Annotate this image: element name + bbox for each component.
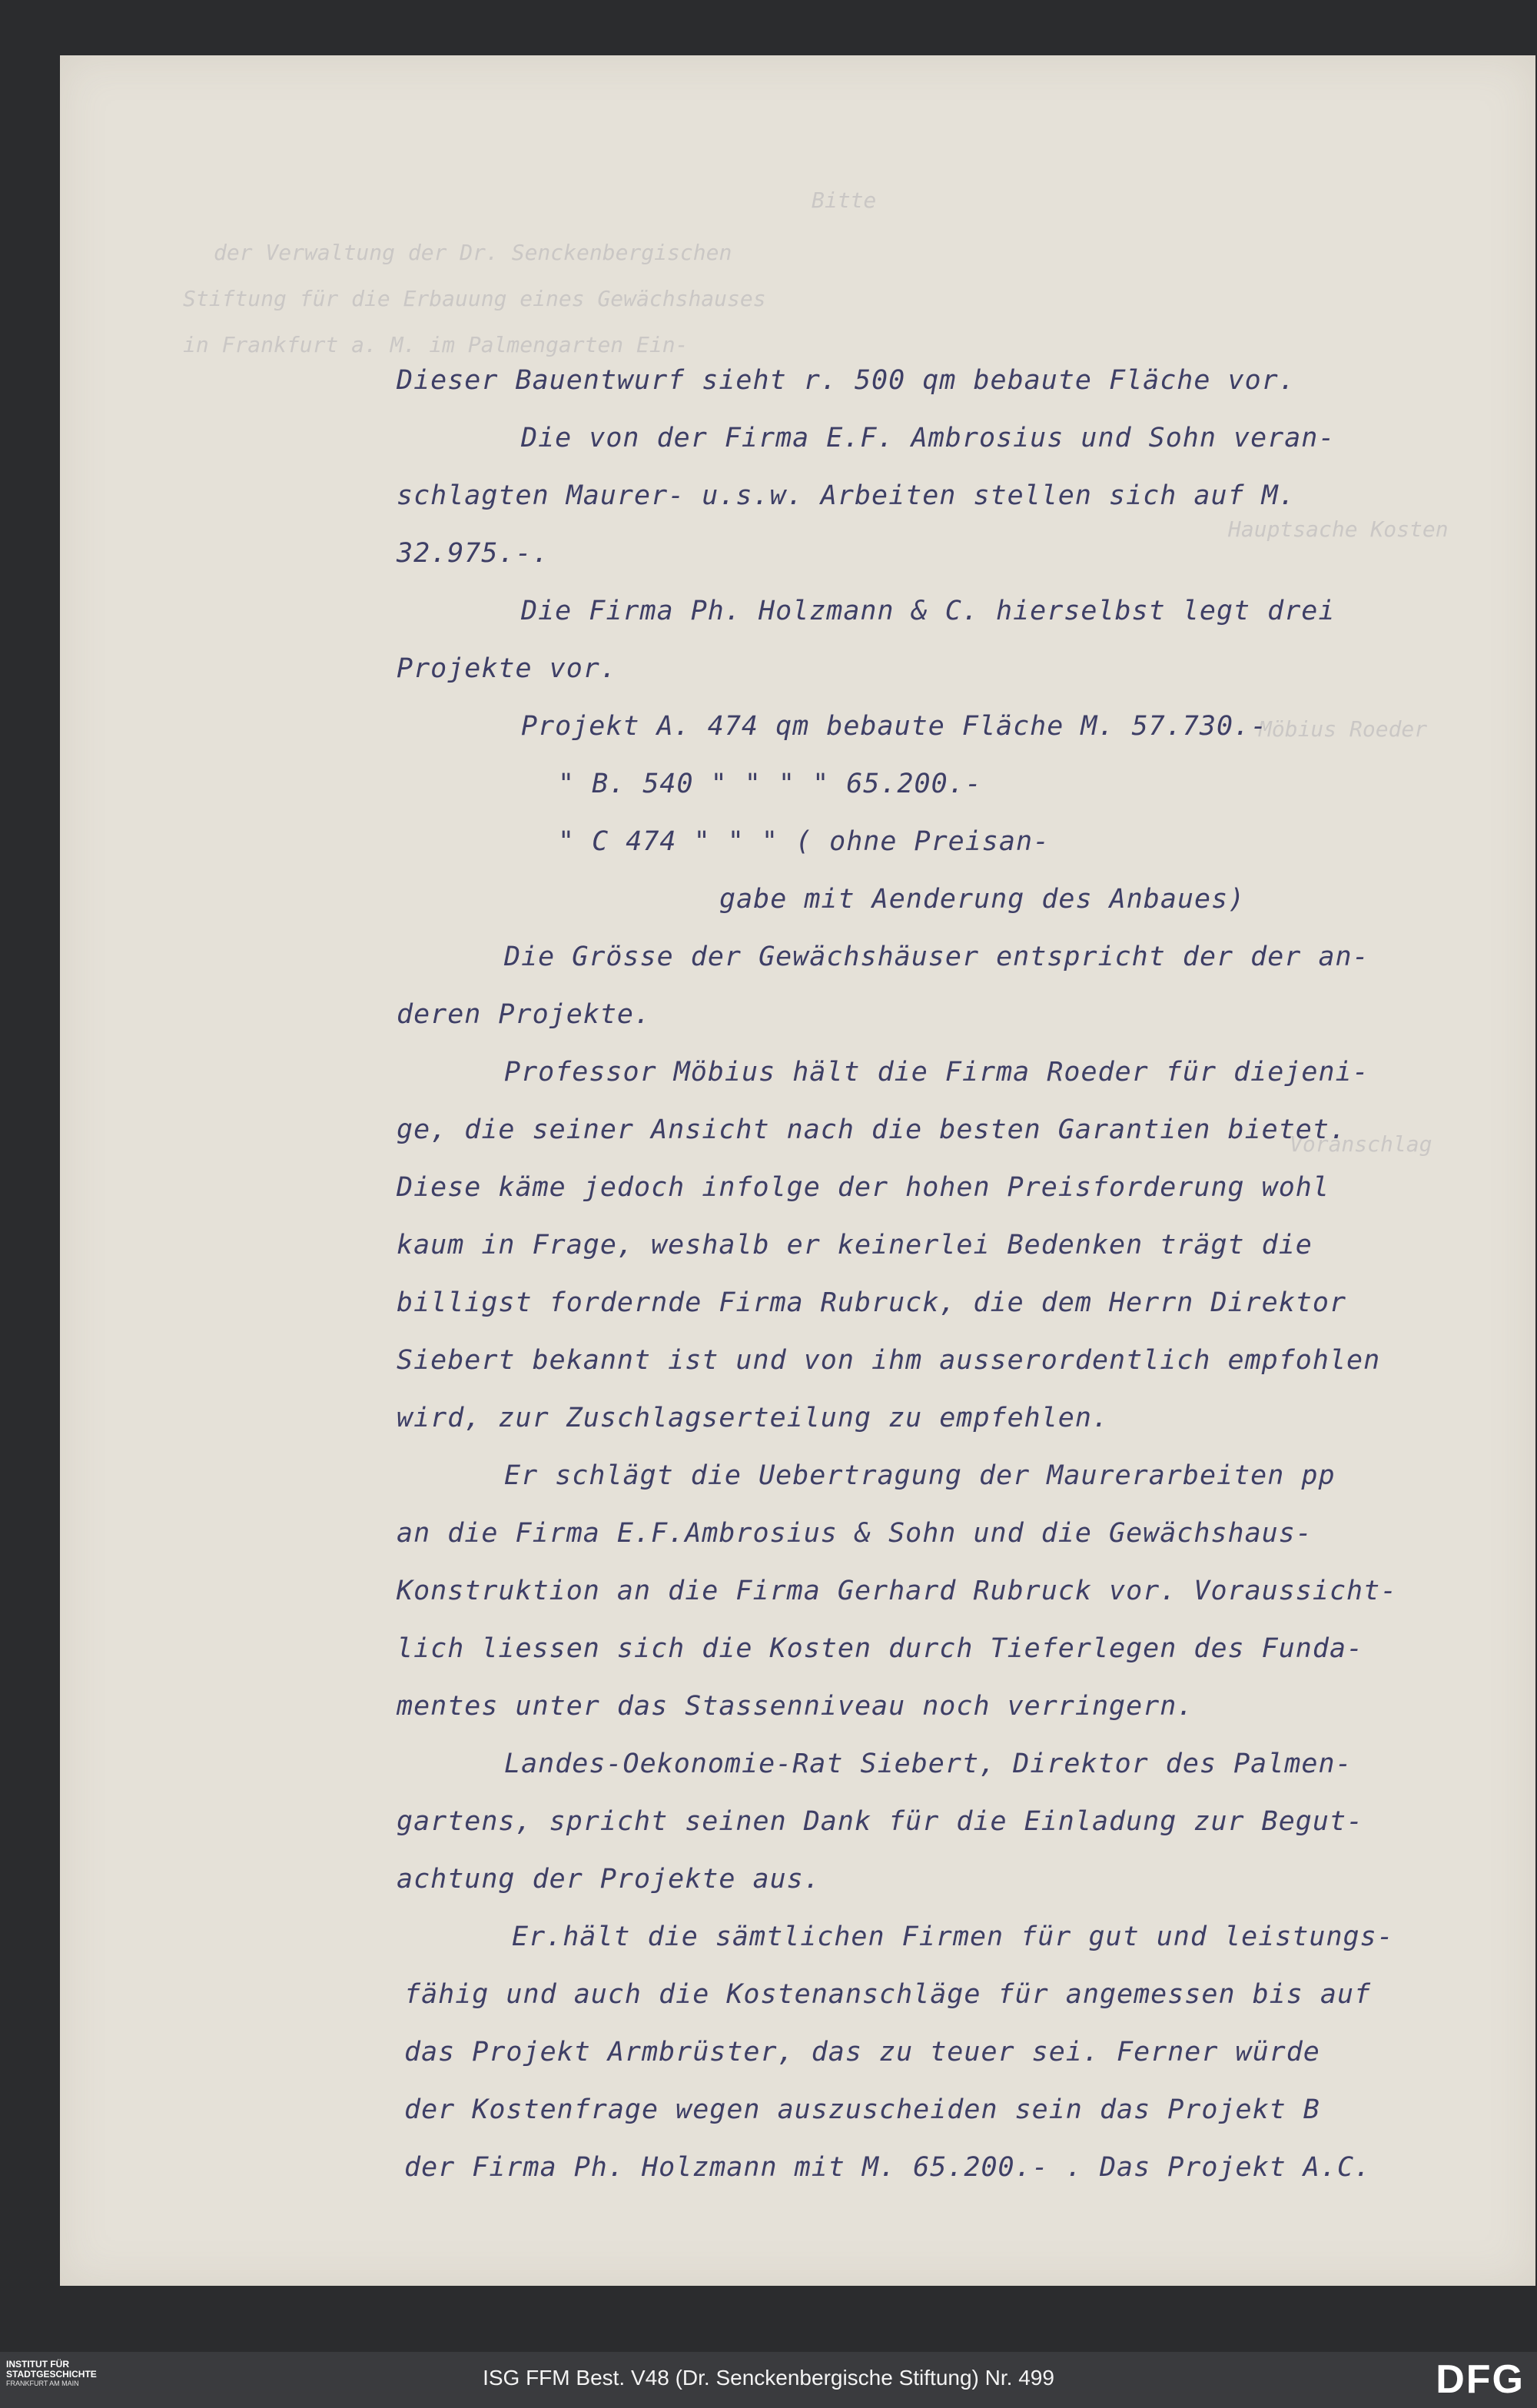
- logo-line: FRANKFURT AM MAIN: [6, 2380, 79, 2387]
- text-line: Konstruktion an die Firma Gerhard Rubruck vor. Voraussicht-: [397, 1576, 1398, 1606]
- text-line: lich liessen sich die Kosten durch Tieferlegen des Funda-: [397, 1633, 1364, 1664]
- bleed-line: in Frankfurt a. M. im Palmengarten Ein-: [183, 332, 689, 357]
- scan-frame-top: [0, 0, 1537, 55]
- text-line: wird, zur Zuschlagserteilung zu empfehlen.: [397, 1403, 1110, 1433]
- text-line: Die Grösse der Gewächshäuser entspricht der der an-: [504, 942, 1369, 972]
- text-line: billigst fordernde Firma Rubruck, die dem Herrn Direktor: [397, 1287, 1347, 1318]
- text-line: Dieser Bauentwurf sieht r. 500 qm bebaute Fläche vor.: [397, 365, 1296, 396]
- text-line: Projekt A. 474 qm bebaute Fläche M. 57.730.-: [521, 711, 1268, 742]
- text-line: Die von der Firma E.F. Ambrosius und Sohn veran-: [521, 423, 1336, 453]
- text-line: gartens, spricht seinen Dank für die Einladung zur Begut-: [397, 1806, 1364, 1837]
- text-line: Die Firma Ph. Holzmann & C. hierselbst legt drei: [521, 596, 1336, 626]
- text-line: deren Projekte.: [397, 999, 652, 1030]
- typed-text: [60, 55, 1535, 2286]
- document-page: [60, 55, 1535, 2286]
- text-line: Projekte vor.: [397, 653, 617, 684]
- bleed-line: Bitte: [812, 188, 877, 213]
- bleed-line: Stiftung für die Erbauung eines Gewächshauses: [183, 286, 766, 311]
- text-line: Er schlägt die Uebertragung der Maurerarbeiten pp: [504, 1460, 1336, 1491]
- text-line: schlagten Maurer- u.s.w. Arbeiten stellen sich auf M.: [397, 480, 1296, 511]
- text-line: der Kostenfrage wegen auszuscheiden sein das Projekt B: [404, 2094, 1320, 2125]
- logo-line: INSTITUT FÜR: [6, 2359, 69, 2370]
- text-line: 32.975.-.: [397, 538, 549, 569]
- bleed-line: Möbius Roeder: [1259, 716, 1428, 742]
- text-line: Landes-Oekonomie-Rat Siebert, Direktor des Palmen-: [504, 1749, 1353, 1779]
- text-line: achtung der Projekte aus.: [397, 1864, 821, 1895]
- text-line: der Firma Ph. Holzmann mit M. 65.200.- . Das Projekt A.C.: [404, 2152, 1372, 2183]
- text-line: " C 474 " " " ( ohne Preisan-: [558, 826, 1051, 857]
- text-line: fähig und auch die Kostenanschläge für angemessen bis auf: [404, 1979, 1372, 2010]
- bleed-line: der Verwaltung der Dr. Senckenbergischen: [214, 240, 732, 265]
- dfg-logo: DFG: [1436, 2357, 1525, 2402]
- text-line: Diese käme jedoch infolge der hohen Preisforderung wohl: [397, 1172, 1330, 1203]
- text-line: an die Firma E.F.Ambrosius & Sohn und die Gewächshaus-: [397, 1518, 1313, 1549]
- bleed-line: Voranschlag: [1290, 1131, 1432, 1157]
- text-line: ge, die seiner Ansicht nach die besten Garantien bietet.: [397, 1114, 1347, 1145]
- text-line: gabe mit Aenderung des Anbaues): [719, 884, 1246, 915]
- logo-line: STADTGESCHICHTE: [6, 2369, 97, 2380]
- text-line: das Projekt Armbrüster, das zu teuer sei. Ferner würde: [404, 2037, 1320, 2068]
- text-line: mentes unter das Stassenniveau noch verringern.: [397, 1691, 1194, 1722]
- text-line: Professor Möbius hält die Firma Roeder für diejeni-: [504, 1057, 1369, 1088]
- text-line: Siebert bekannt ist und von ihm ausserordentlich empfohlen: [397, 1345, 1381, 1376]
- text-line: kaum in Frage, weshalb er keinerlei Bedenken trägt die: [397, 1230, 1313, 1260]
- bleed-line: Hauptsache Kosten: [1228, 516, 1449, 542]
- text-line: Er.hält die sämtlichen Firmen für gut und leistungs-: [512, 1921, 1394, 1952]
- archive-footer-bar: [0, 2352, 1537, 2408]
- archive-caption: ISG FFM Best. V48 (Dr. Senckenbergische Stiftung) Nr. 499: [483, 2366, 1054, 2390]
- text-line: " B. 540 " " " " 65.200.-: [558, 769, 982, 799]
